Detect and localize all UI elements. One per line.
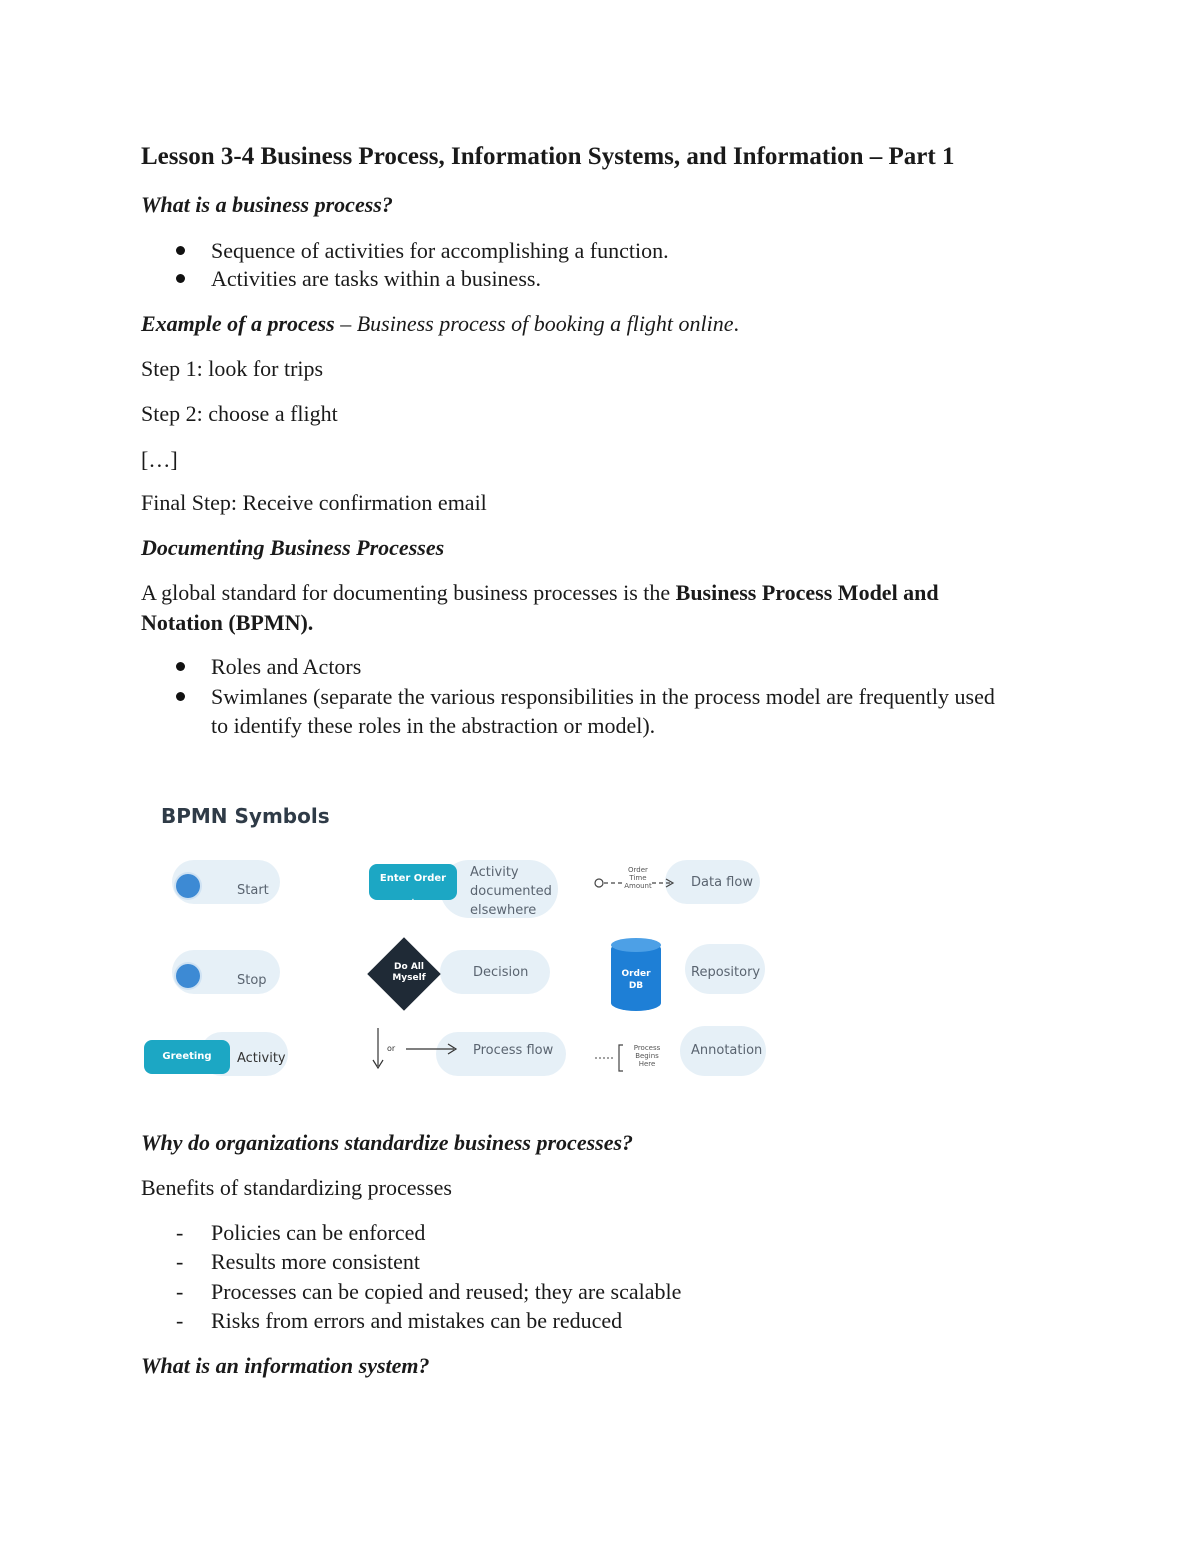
dash-marker: - — [176, 1279, 184, 1304]
bullet-icon — [176, 692, 185, 701]
annotation-text — [626, 1044, 668, 1068]
cylinder-top — [611, 938, 661, 952]
list-item: Sequence of activities for accomplishing a function. — [211, 238, 669, 263]
mini-line: Time — [629, 874, 647, 882]
label-process-flow: Process flow — [473, 1043, 554, 1058]
label-repository: Repository — [691, 965, 761, 980]
bullet-icon — [176, 662, 185, 671]
bullet-icon — [176, 274, 185, 283]
label-line: elsewhere — [470, 903, 537, 918]
label-data-flow: Data flow — [691, 875, 753, 890]
list-item: Policies can be enforced — [211, 1220, 426, 1245]
dash-marker: - — [176, 1308, 184, 1333]
label-annotation: Annotation — [691, 1043, 763, 1058]
process-flow-arrows-icon — [368, 1024, 468, 1074]
list-item: Results more consistent — [211, 1249, 420, 1274]
or-label: or — [387, 1044, 396, 1053]
doc-paragraph-text: A global standard for documenting business processes is the — [141, 580, 676, 605]
bpmn-symbols-figure — [140, 798, 780, 1088]
repository-text — [611, 968, 661, 992]
step-line: […] — [141, 447, 178, 472]
stop-event-icon — [176, 964, 200, 988]
heading-documenting: Documenting Business Processes — [141, 535, 445, 560]
list-item-continued: to identify these roles in the abstraction or model). — [211, 713, 656, 738]
heading-why-standardize: Why do organizations standardize business processes? — [141, 1130, 634, 1155]
label-activity: Activity — [237, 1051, 286, 1066]
step-line: Step 1: look for trips — [141, 356, 324, 381]
list-item: Roles and Actors — [211, 654, 362, 679]
dash-marker: - — [176, 1249, 184, 1274]
example-rest: – Business process of booking a flight online — [334, 311, 734, 336]
label-start: Start — [237, 883, 269, 898]
label-line: Activity — [470, 865, 519, 880]
start-event-icon — [176, 874, 200, 898]
enter-order-label: Enter Order — [379, 873, 447, 884]
step-line: Final Step: Receive confirmation email — [141, 490, 487, 515]
mini-line: Begins — [635, 1052, 659, 1060]
page-title: Lesson 3-4 Business Process, Information Systems, and Information – Part 1 — [141, 143, 955, 170]
example-line — [141, 309, 739, 339]
doc-paragraph-line2 — [141, 608, 313, 638]
mini-line: Order — [628, 866, 648, 874]
subprocess-box-icon — [369, 864, 457, 908]
list-item: Processes can be copied and reused; they are scalable — [211, 1279, 682, 1304]
mini-line: Process — [633, 1044, 661, 1052]
step-line: Step 2: choose a flight — [141, 401, 338, 426]
doc-paragraph-bold: Notation (BPMN). — [141, 610, 314, 635]
cyl-line: Order — [621, 969, 651, 979]
dash-marker: - — [176, 1220, 184, 1245]
doc-paragraph-bold: Business Process Model and — [675, 580, 939, 605]
decision-text — [378, 962, 440, 984]
example-lead: Example of a process — [141, 311, 335, 336]
list-item: Activities are tasks within a business. — [211, 266, 541, 291]
doc-paragraph-line1 — [141, 578, 939, 608]
example-end: . — [733, 311, 740, 336]
bullet-icon — [176, 246, 185, 255]
plus-icon: + — [408, 897, 418, 908]
activity-box-icon: Greeting — [144, 1040, 230, 1074]
decision-line: Myself — [392, 973, 426, 983]
label-stop: Stop — [237, 973, 267, 988]
benefits-lead: Benefits of standardizing processes — [141, 1175, 452, 1200]
heading-what-is-information-system: What is an information system? — [141, 1353, 430, 1378]
cyl-line: DB — [628, 981, 644, 991]
label-line: documented — [470, 884, 552, 899]
data-flow-text — [618, 866, 658, 890]
list-item: Risks from errors and mistakes can be reduced — [211, 1308, 623, 1333]
label-activity-documented — [470, 863, 552, 920]
heading-what-is-business-process: What is a business process? — [141, 192, 393, 217]
list-item: Swimlanes (separate the various responsibilities in the process model are frequently used — [211, 684, 995, 709]
figure-title: BPMN Symbols — [161, 804, 330, 828]
label-decision: Decision — [473, 965, 529, 980]
mini-line: Here — [638, 1060, 656, 1068]
mini-line: Amount — [624, 882, 652, 890]
decision-line: Do All — [394, 962, 424, 972]
